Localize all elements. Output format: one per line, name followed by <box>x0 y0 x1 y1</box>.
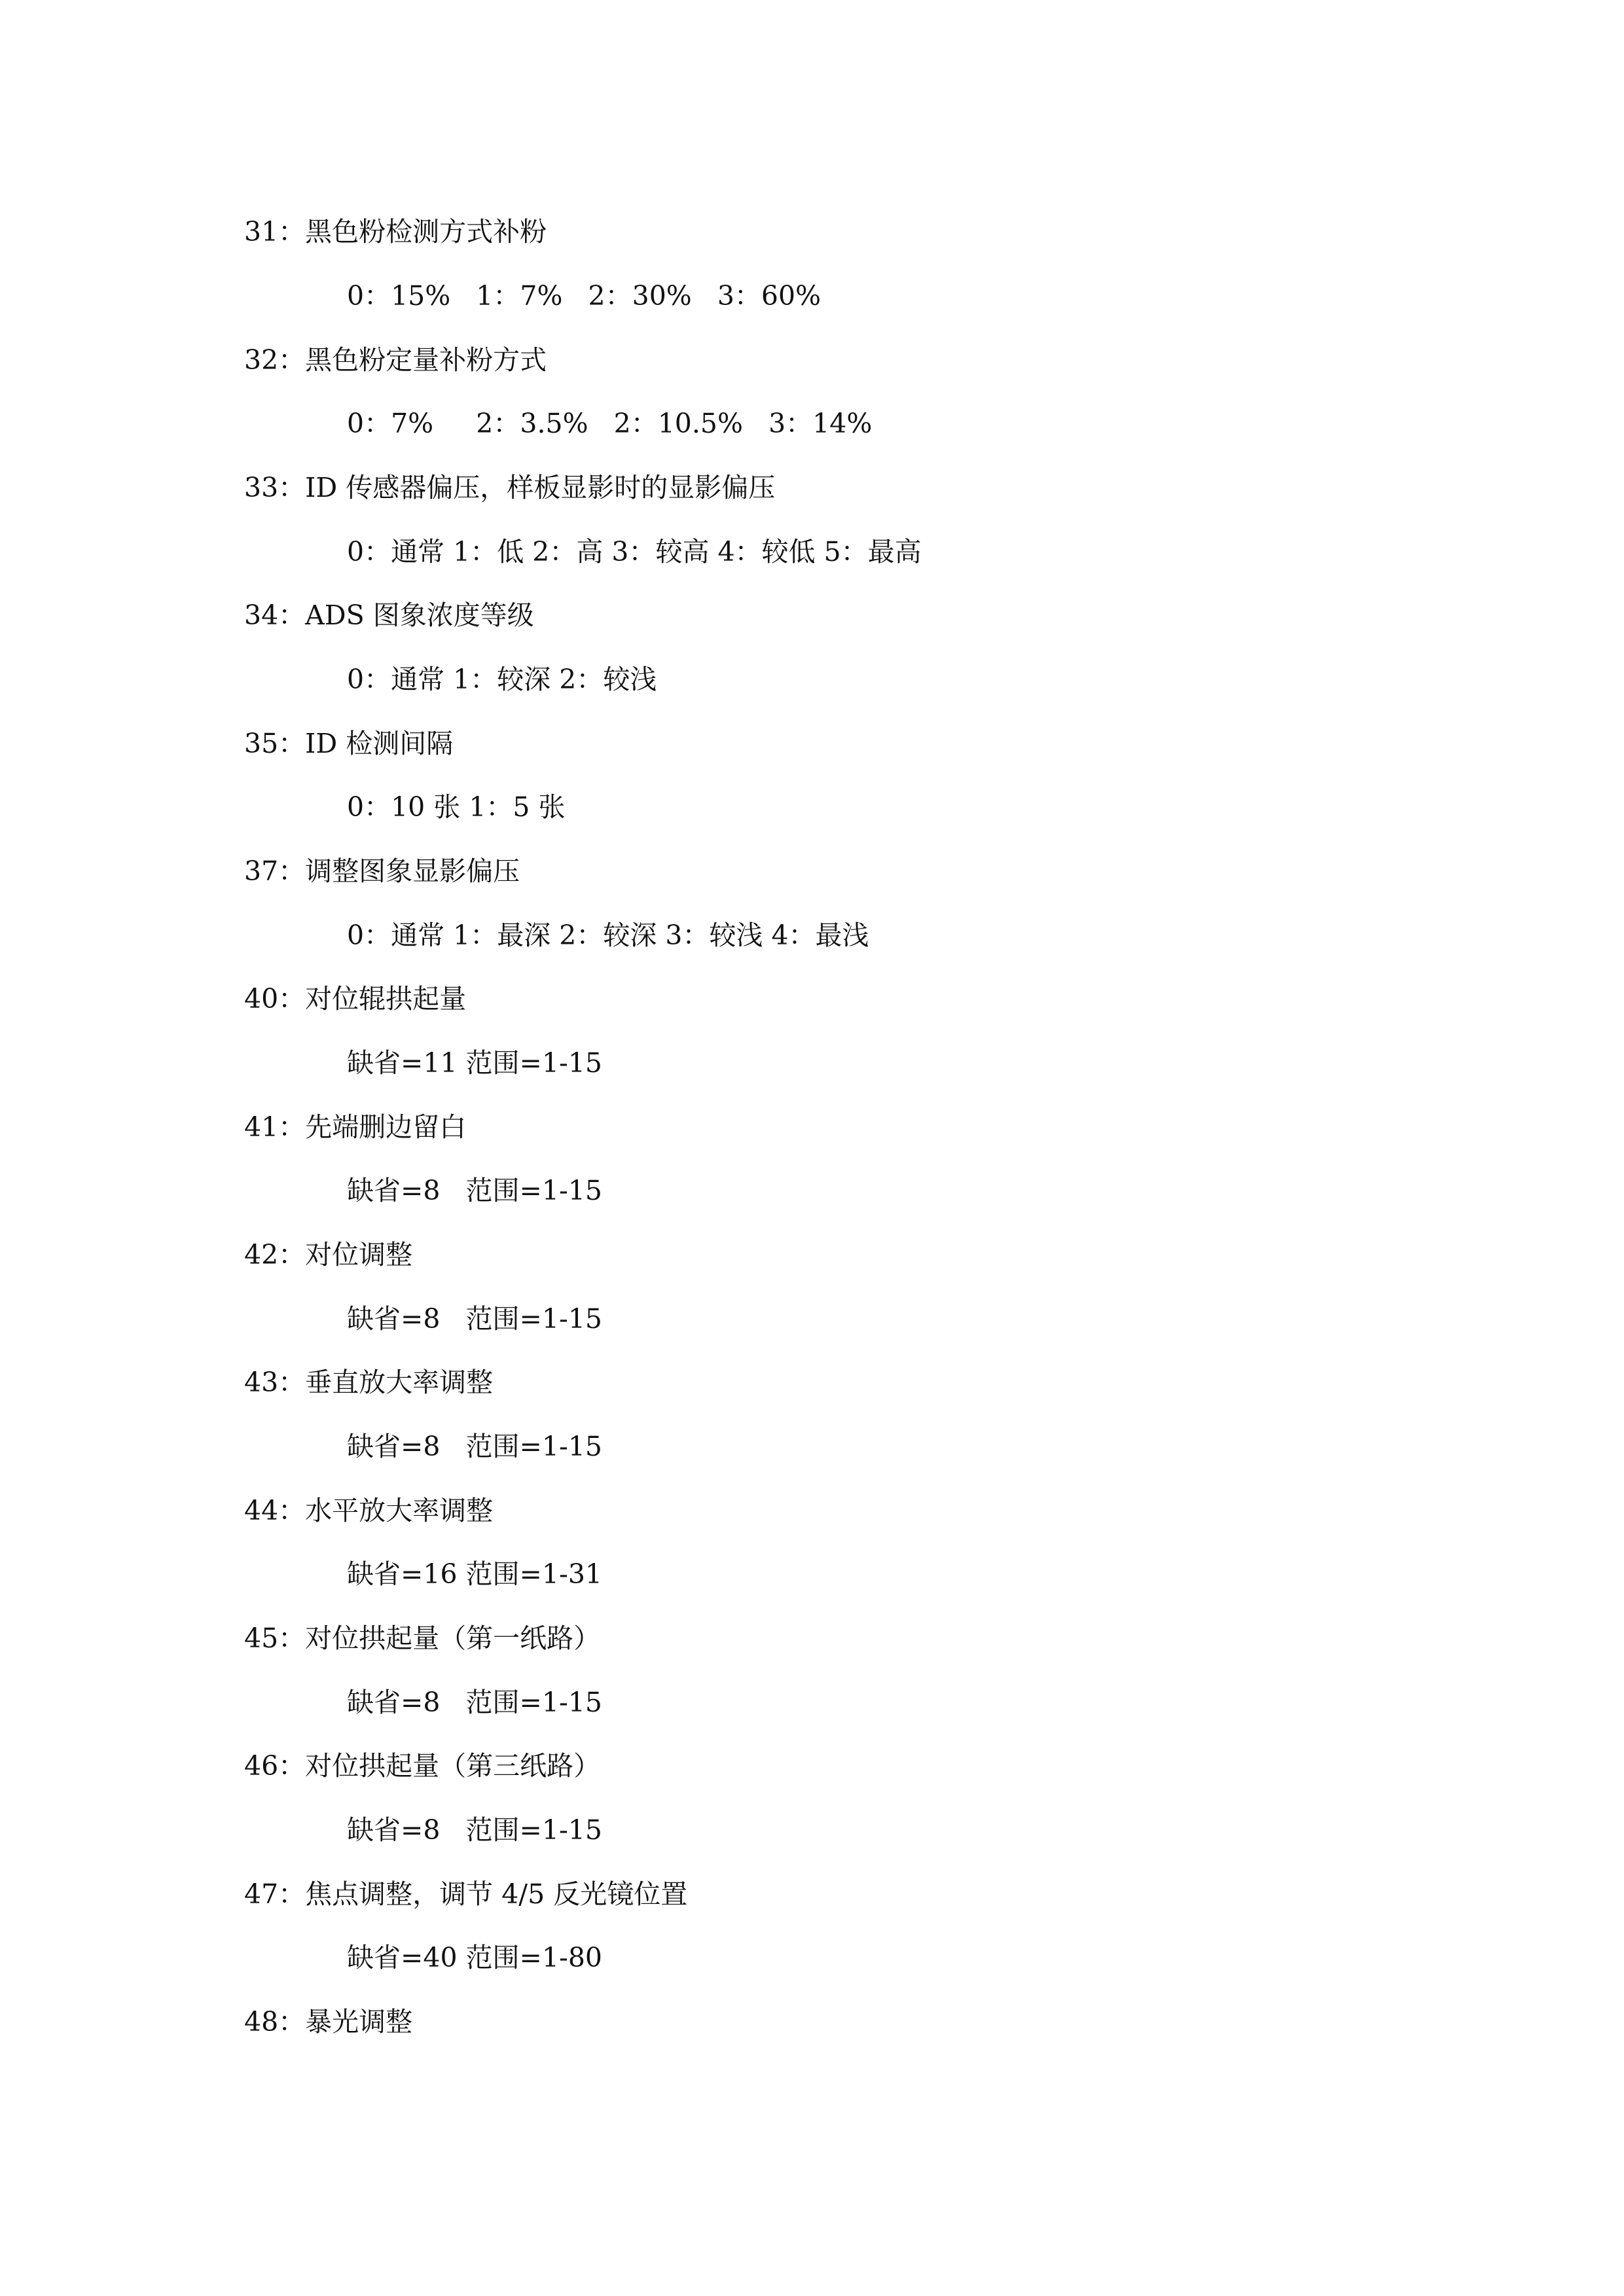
item-35-value: 0：10 张 1：5 张 <box>347 791 566 823</box>
item-45-value: 缺省=8 范围=1-15 <box>347 1687 603 1718</box>
item-31-title: 31：黑色粉检测方式补粉 <box>244 216 547 247</box>
item-46-value: 缺省=8 范围=1-15 <box>347 1814 603 1846</box>
item-35-title: 35：ID 检测间隔 <box>244 728 454 759</box>
item-45-title: 45：对位拱起量（第一纸路） <box>244 1623 601 1654</box>
item-40-title: 40：对位辊拱起量 <box>244 983 467 1014</box>
item-34-value: 0：通常 1：较深 2：较浅 <box>347 664 657 695</box>
item-47-value: 缺省=40 范围=1-80 <box>347 1942 603 1973</box>
item-37-value: 0：通常 1：最深 2：较深 3：较浅 4：最浅 <box>347 920 869 951</box>
item-32-value: 0：7% 2：3.5% 2：10.5% 3：14% <box>347 408 873 439</box>
item-42-value: 缺省=8 范围=1-15 <box>347 1303 603 1335</box>
item-37-title: 37：调整图象显影偏压 <box>244 855 520 887</box>
item-33-value: 0：通常 1：低 2：高 3：较高 4：较低 5：最高 <box>347 536 922 567</box>
item-48-title: 48：暴光调整 <box>244 2006 413 2037</box>
item-31-value: 0：15% 1：7% 2：30% 3：60% <box>347 280 821 312</box>
item-32-title: 32：黑色粉定量补粉方式 <box>244 344 547 376</box>
item-42-title: 42：对位调整 <box>244 1239 413 1270</box>
item-44-value: 缺省=16 范围=1-31 <box>347 1558 603 1590</box>
item-41-value: 缺省=8 范围=1-15 <box>347 1175 603 1206</box>
item-43-title: 43：垂直放大率调整 <box>244 1367 494 1398</box>
item-43-value: 缺省=8 范围=1-15 <box>347 1431 603 1462</box>
item-46-title: 46：对位拱起量（第三纸路） <box>244 1750 601 1782</box>
item-33-title: 33：ID 传感器偏压，样板显影时的显影偏压 <box>244 472 776 503</box>
item-34-title: 34：ADS 图象浓度等级 <box>244 600 534 631</box>
item-41-title: 41：先端删边留白 <box>244 1111 467 1143</box>
item-40-value: 缺省=11 范围=1-15 <box>347 1047 603 1079</box>
item-47-title: 47：焦点调整，调节 4/5 反光镜位置 <box>244 1878 688 1910</box>
item-44-title: 44：水平放大率调整 <box>244 1495 494 1526</box>
